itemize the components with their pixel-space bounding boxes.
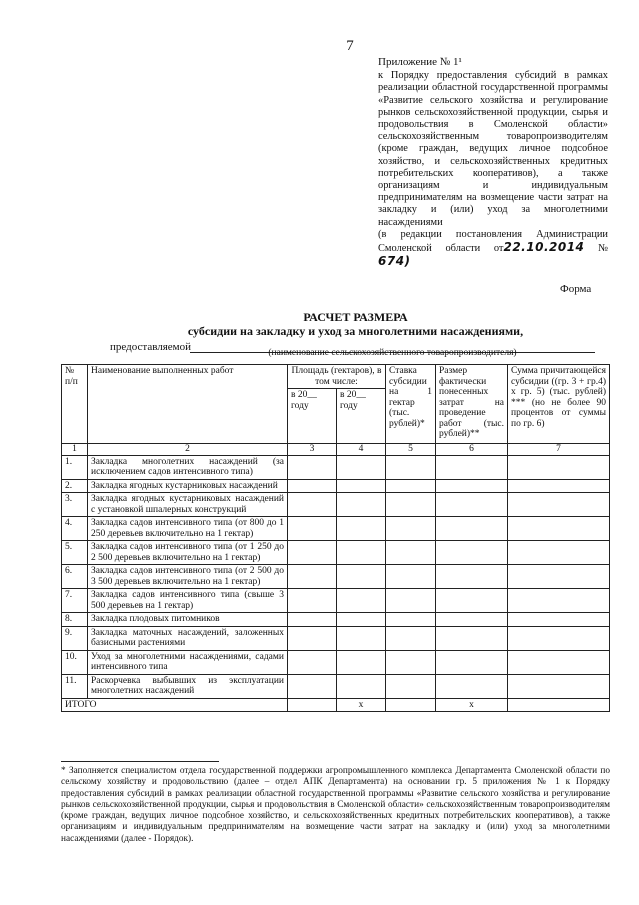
- col-number: 7: [508, 444, 610, 456]
- table-row: [62, 455, 610, 479]
- empty-cell: [508, 479, 610, 493]
- empty-cell: [386, 541, 436, 565]
- column-number-row: [62, 444, 610, 456]
- table-row: [62, 589, 610, 613]
- header-name: Наименование выполненных работ: [88, 365, 288, 444]
- edition-number: 674): [378, 254, 411, 269]
- row-number: 1.: [62, 455, 88, 479]
- empty-cell: [508, 613, 610, 627]
- annex-title: Приложение № 1¹: [378, 56, 462, 68]
- empty-cell: [436, 455, 508, 479]
- header-area: Площадь (гектаров), в том числе:: [288, 365, 386, 389]
- empty-cell: [508, 565, 610, 589]
- row-work-name: Закладка садов интенсивного типа (от 2 500 до 3 500 деревьев включительно на 1 гектар): [88, 565, 288, 589]
- empty-cell: [337, 589, 386, 613]
- table-row: [62, 517, 610, 541]
- row-work-name: Закладка плодовых питомников: [88, 613, 288, 627]
- row-work-name: Закладка многолетних насаждений (за исключением садов интенсивного типа): [88, 455, 288, 479]
- total-x-mark: х: [436, 698, 508, 712]
- row-number: 10.: [62, 650, 88, 674]
- table-row: [62, 479, 610, 493]
- empty-cell: [288, 613, 337, 627]
- empty-cell: [436, 493, 508, 517]
- table-row: [62, 541, 610, 565]
- empty-cell: [508, 517, 610, 541]
- row-work-name: Раскорчевка выбывших из эксплуатации многолетних насаждений: [88, 674, 288, 698]
- total-label: ИТОГО: [62, 698, 288, 712]
- row-work-name: Уход за многолетними насаждениями, садами интенсивного типа: [88, 650, 288, 674]
- row-number: 9.: [62, 626, 88, 650]
- empty-cell: [508, 589, 610, 613]
- subsidy-table: [61, 364, 610, 712]
- document-heading: РАСЧЕТ РАЗМЕРА: [303, 310, 408, 324]
- empty-cell: [337, 626, 386, 650]
- empty-cell: [508, 541, 610, 565]
- empty-cell: [288, 517, 337, 541]
- empty-cell: [386, 455, 436, 479]
- empty-cell: [288, 650, 337, 674]
- empty-cell: [436, 541, 508, 565]
- empty-cell: [386, 493, 436, 517]
- empty-cell: [508, 626, 610, 650]
- col-number: 3: [288, 444, 337, 456]
- header-rate: Ставка субсидии на 1 гектар (тыс. рублей)*: [386, 365, 436, 444]
- empty-cell: [337, 493, 386, 517]
- table-row: [62, 650, 610, 674]
- header-year-2: в 20__ году: [337, 389, 386, 444]
- annex-edition: [378, 229, 608, 270]
- header-cost: Размер фактически понесенных затрат на проведение работ (тыс. рублей)**: [436, 365, 508, 444]
- empty-cell: [288, 493, 337, 517]
- empty-cell: [288, 455, 337, 479]
- empty-cell: [337, 455, 386, 479]
- footnote: * Заполняется специалистом отдела государственной поддержки агропромышленного комплекса Департамента Смоленской области по сельскому хозяйству и продовольствию (далее – отдел АПК Департамента) на основании гр. 5 приложения № 1 к Порядку предоставления субсидий в рамках реализации областной государственной программы «Развитие сельского хозяйства и регулирование рынков сельскохозяйственной продукции, сырья и продовольствия в Смоленской области» сельскохозяйственным товаропроизводителям (кроме граждан, ведущих личное подсобное хозяйство, и сельскохозяйственных кредитных потребительских кооперативов), а также организациям и индивидуальным предпринимателям на возмещение части затрат на закладку и (или) уход за многолетними насаждениями (далее - Порядок).: [61, 766, 610, 844]
- form-label: Форма: [560, 283, 592, 295]
- row-work-name: Закладка садов интенсивного типа (от 1 250 до 2 500 деревьев включительно на 1 гектар): [88, 541, 288, 565]
- empty-cell: [386, 613, 436, 627]
- table-row: [62, 493, 610, 517]
- edition-date: 22.10.2014: [503, 240, 585, 255]
- col-number: 1: [62, 444, 88, 456]
- empty-cell: [508, 650, 610, 674]
- empty-cell: [436, 674, 508, 698]
- empty-cell: [436, 517, 508, 541]
- empty-cell: [386, 674, 436, 698]
- empty-cell: [386, 565, 436, 589]
- empty-cell: [337, 613, 386, 627]
- total-row: [62, 698, 610, 712]
- col-number: 6: [436, 444, 508, 456]
- table-row: [62, 613, 610, 627]
- empty-cell: [436, 613, 508, 627]
- empty-cell: [337, 541, 386, 565]
- empty-cell: [337, 674, 386, 698]
- empty-cell: [288, 565, 337, 589]
- empty-cell: [436, 565, 508, 589]
- empty-cell: [508, 674, 610, 698]
- header-row: [62, 365, 610, 389]
- empty-cell: [288, 674, 337, 698]
- empty-cell: [436, 589, 508, 613]
- table-row: [62, 565, 610, 589]
- edition-prefix: (в редакции постановления Администрации Смоленской области от: [378, 228, 608, 255]
- empty-cell: [386, 517, 436, 541]
- empty-cell: [436, 479, 508, 493]
- row-work-name: Закладка садов интенсивного типа (свыше 3 500 деревьев на 1 гектар): [88, 589, 288, 613]
- col-number: 5: [386, 444, 436, 456]
- table-row: [62, 674, 610, 698]
- annex-block: [378, 56, 608, 269]
- row-number: 6.: [62, 565, 88, 589]
- empty-cell: [288, 626, 337, 650]
- header-year-1: в 20__ году: [288, 389, 337, 444]
- empty-cell: [288, 698, 337, 712]
- empty-cell: [288, 589, 337, 613]
- row-number: 4.: [62, 517, 88, 541]
- empty-cell: [508, 455, 610, 479]
- row-number: 8.: [62, 613, 88, 627]
- provided-hint: (наименование сельскохозяйственного товаропроизводителя): [268, 348, 517, 358]
- col-number: 4: [337, 444, 386, 456]
- row-work-name: Закладка маточных насаждений, заложенных базисными растениями: [88, 626, 288, 650]
- col-number: 2: [88, 444, 288, 456]
- row-work-name: Закладка ягодных кустарниковых насаждений с установкой шпалерных конструкций: [88, 493, 288, 517]
- empty-cell: [508, 698, 610, 712]
- annex-text: к Порядку предоставления субсидий в рамках реализации областной государственной программы «Развитие сельского хозяйства и регулирование рынков сельскохозяйственной продукции, сырья и продовольствия в Смоленской области» сельскохозяйственным товаропроизводителям (кроме граждан, ведущих личное подсобное хозяйство, и сельскохозяйственных кредитных потребительских кооперативов), а также организациям и индивидуальным предпринимателям на возмещение части затрат на закладку и (или) уход за многолетними насаждениями: [378, 70, 608, 228]
- page-number: 7: [346, 38, 354, 54]
- empty-cell: [288, 541, 337, 565]
- empty-cell: [436, 626, 508, 650]
- empty-cell: [337, 650, 386, 674]
- empty-cell: [386, 479, 436, 493]
- row-work-name: Закладка садов интенсивного типа (от 800 до 1 250 деревьев включительно на 1 гектар): [88, 517, 288, 541]
- empty-cell: [337, 517, 386, 541]
- empty-cell: [337, 479, 386, 493]
- header-sum: Сумма причитающейся субсидии ((гр. 3 + гр.4) х гр. 5) (тыс. рублей) *** (но не более 90 процентов от суммы по гр. 6): [508, 365, 610, 444]
- total-x-mark: х: [337, 698, 386, 712]
- provided-label: предоставляемой: [110, 341, 192, 353]
- row-number: 2.: [62, 479, 88, 493]
- empty-cell: [386, 626, 436, 650]
- table-row: [62, 626, 610, 650]
- document-subheading: субсидии на закладку и уход за многолетними насаждениями,: [187, 324, 524, 338]
- empty-cell: [288, 479, 337, 493]
- edition-number-label: №: [598, 243, 608, 255]
- row-number: 11.: [62, 674, 88, 698]
- empty-cell: [386, 650, 436, 674]
- header-num: № п/п: [62, 365, 88, 444]
- row-work-name: Закладка ягодных кустарниковых насаждений: [88, 479, 288, 493]
- empty-cell: [337, 565, 386, 589]
- empty-cell: [386, 698, 436, 712]
- footnote-separator: [61, 761, 219, 762]
- empty-cell: [508, 493, 610, 517]
- row-number: 5.: [62, 541, 88, 565]
- row-number: 7.: [62, 589, 88, 613]
- row-number: 3.: [62, 493, 88, 517]
- empty-cell: [386, 589, 436, 613]
- empty-cell: [436, 650, 508, 674]
